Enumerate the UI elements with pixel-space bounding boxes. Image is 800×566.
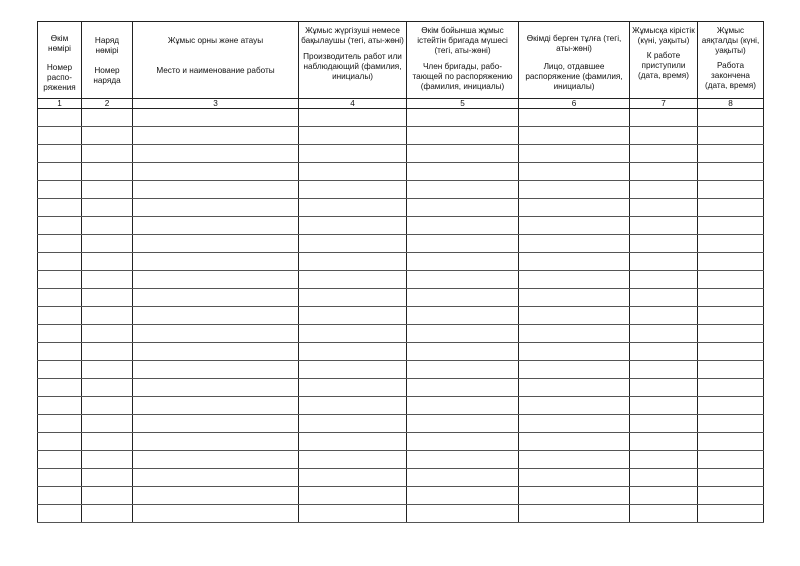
table-cell[interactable]	[630, 433, 698, 451]
table-row	[38, 253, 764, 271]
table-cell[interactable]	[38, 415, 82, 433]
table-cell[interactable]	[630, 343, 698, 361]
table-cell[interactable]	[519, 109, 630, 127]
table-cell[interactable]	[299, 145, 407, 163]
table-cell[interactable]	[407, 127, 519, 145]
table-cell[interactable]	[82, 181, 133, 199]
table-cell[interactable]	[407, 469, 519, 487]
table-cell[interactable]	[133, 361, 299, 379]
table-cell[interactable]	[407, 145, 519, 163]
col-label-kz: Наряд нөмірі	[94, 36, 120, 55]
table-cell[interactable]	[630, 289, 698, 307]
header-row	[38, 22, 764, 99]
table-cell[interactable]	[299, 307, 407, 325]
table-cell[interactable]	[38, 505, 82, 523]
table-cell[interactable]	[133, 343, 299, 361]
table-cell[interactable]	[698, 217, 764, 235]
table-cell[interactable]	[407, 199, 519, 217]
col-label-kz: Жұмысқа кірістік (күні, уақыты)	[632, 26, 695, 45]
table-row	[38, 343, 764, 361]
table-cell[interactable]	[519, 271, 630, 289]
table-cell[interactable]	[38, 487, 82, 505]
table-cell[interactable]	[299, 415, 407, 433]
table-cell[interactable]	[630, 361, 698, 379]
table-cell[interactable]	[82, 361, 133, 379]
table-row	[38, 271, 764, 289]
table-cell[interactable]	[407, 343, 519, 361]
table-cell[interactable]	[698, 271, 764, 289]
table-cell[interactable]	[630, 415, 698, 433]
table-cell[interactable]	[38, 433, 82, 451]
table-cell[interactable]	[519, 253, 630, 271]
table-cell[interactable]	[299, 343, 407, 361]
table-cell[interactable]	[299, 163, 407, 181]
table-cell[interactable]	[133, 181, 299, 199]
table-cell[interactable]	[82, 451, 133, 469]
table-cell[interactable]	[407, 505, 519, 523]
table-cell[interactable]	[630, 397, 698, 415]
journal-table	[37, 21, 764, 523]
col-header-work-manager	[299, 22, 407, 99]
table-cell[interactable]	[299, 487, 407, 505]
table-cell[interactable]	[698, 415, 764, 433]
table-cell[interactable]	[519, 307, 630, 325]
table-cell[interactable]	[82, 235, 133, 253]
table-cell[interactable]	[82, 145, 133, 163]
table-cell[interactable]	[698, 289, 764, 307]
table-cell[interactable]	[133, 163, 299, 181]
table-cell[interactable]	[630, 469, 698, 487]
col-label-ru: Место и наименование работы	[156, 66, 275, 75]
table-cell[interactable]	[133, 289, 299, 307]
table-row	[38, 379, 764, 397]
table-cell[interactable]	[519, 469, 630, 487]
table-cell[interactable]	[698, 109, 764, 127]
table-cell[interactable]	[698, 127, 764, 145]
table-cell[interactable]	[519, 181, 630, 199]
table-cell[interactable]	[407, 451, 519, 469]
table-cell[interactable]	[38, 181, 82, 199]
table-cell[interactable]	[133, 397, 299, 415]
table-cell[interactable]	[133, 469, 299, 487]
table-cell[interactable]	[82, 469, 133, 487]
table-cell[interactable]	[133, 433, 299, 451]
table-cell[interactable]	[519, 451, 630, 469]
table-cell[interactable]	[698, 343, 764, 361]
table-cell[interactable]	[630, 253, 698, 271]
table-cell[interactable]	[133, 271, 299, 289]
table-cell[interactable]	[82, 127, 133, 145]
col-header-work-place	[133, 22, 299, 99]
table-cell[interactable]	[299, 451, 407, 469]
table-row	[38, 415, 764, 433]
table-cell[interactable]	[38, 163, 82, 181]
table-cell[interactable]	[38, 379, 82, 397]
table-cell[interactable]	[38, 145, 82, 163]
col-header-order-issuer	[519, 22, 630, 99]
table-cell[interactable]	[299, 361, 407, 379]
col-label-kz: Өкім нөмірі	[48, 34, 71, 53]
col-label-kz: Өкімді берген тұлға (тегі, аты-жөні)	[526, 34, 622, 53]
table-cell[interactable]	[133, 505, 299, 523]
col-header-work-finished	[698, 22, 764, 99]
table-cell[interactable]	[82, 343, 133, 361]
table-row	[38, 235, 764, 253]
table-cell[interactable]	[407, 487, 519, 505]
table-cell[interactable]	[630, 271, 698, 289]
table-cell[interactable]	[82, 433, 133, 451]
table-cell[interactable]	[407, 235, 519, 253]
table-cell[interactable]	[133, 235, 299, 253]
table-cell[interactable]	[519, 415, 630, 433]
table-cell[interactable]	[698, 487, 764, 505]
table-cell[interactable]	[82, 289, 133, 307]
table-cell[interactable]	[82, 109, 133, 127]
table-cell[interactable]	[630, 163, 698, 181]
table-cell[interactable]	[38, 109, 82, 127]
table-cell[interactable]	[519, 163, 630, 181]
table-cell[interactable]	[82, 415, 133, 433]
table-cell[interactable]	[407, 289, 519, 307]
table-cell[interactable]	[698, 433, 764, 451]
table-cell[interactable]	[38, 343, 82, 361]
col-label-ru: Работа закончена (дата, время)	[705, 61, 756, 90]
table-cell[interactable]	[407, 379, 519, 397]
table-cell[interactable]	[630, 505, 698, 523]
table-cell[interactable]	[698, 379, 764, 397]
table-row	[38, 127, 764, 145]
table-cell[interactable]	[82, 253, 133, 271]
table-cell[interactable]	[38, 361, 82, 379]
table-cell[interactable]	[82, 271, 133, 289]
table-cell[interactable]	[698, 199, 764, 217]
table-cell[interactable]	[82, 307, 133, 325]
table-row	[38, 433, 764, 451]
table-cell[interactable]	[519, 343, 630, 361]
col-header-permit-number	[82, 22, 133, 99]
table-cell[interactable]	[299, 325, 407, 343]
table-cell[interactable]	[38, 271, 82, 289]
col-number: 3	[133, 99, 299, 109]
table-cell[interactable]	[133, 127, 299, 145]
table-cell[interactable]	[519, 217, 630, 235]
col-label-ru: Номер наряда	[93, 66, 121, 85]
table-cell[interactable]	[133, 379, 299, 397]
table-cell[interactable]	[698, 469, 764, 487]
table-cell[interactable]	[519, 397, 630, 415]
table-cell[interactable]	[299, 271, 407, 289]
table-cell[interactable]	[299, 253, 407, 271]
table-cell[interactable]	[82, 163, 133, 181]
table-cell[interactable]	[630, 127, 698, 145]
col-label-ru: Производитель работ или наблюдающий (фамилия, инициалы)	[303, 52, 402, 81]
table-cell[interactable]	[299, 379, 407, 397]
table-cell[interactable]	[299, 505, 407, 523]
table-cell[interactable]	[407, 109, 519, 127]
table-cell[interactable]	[82, 217, 133, 235]
table-cell[interactable]	[519, 145, 630, 163]
journal-sheet	[37, 21, 763, 539]
table-cell[interactable]	[698, 451, 764, 469]
journal-body	[38, 109, 764, 523]
table-cell[interactable]	[630, 379, 698, 397]
table-cell[interactable]	[630, 199, 698, 217]
table-cell[interactable]	[519, 487, 630, 505]
col-number: 6	[519, 99, 630, 109]
col-label-ru: Лицо, отдавшее распоряжение (фамилия, инициалы)	[525, 62, 623, 91]
table-cell[interactable]	[698, 235, 764, 253]
table-cell[interactable]	[133, 325, 299, 343]
table-cell[interactable]	[407, 217, 519, 235]
col-number: 5	[407, 99, 519, 109]
table-row	[38, 289, 764, 307]
table-row	[38, 109, 764, 127]
table-cell[interactable]	[698, 505, 764, 523]
table-cell[interactable]	[133, 199, 299, 217]
table-cell[interactable]	[630, 307, 698, 325]
table-row	[38, 307, 764, 325]
table-cell[interactable]	[519, 127, 630, 145]
table-cell[interactable]	[519, 325, 630, 343]
col-number: 1	[38, 99, 82, 109]
table-cell[interactable]	[38, 217, 82, 235]
table-cell[interactable]	[299, 109, 407, 127]
table-cell[interactable]	[519, 199, 630, 217]
table-cell[interactable]	[519, 235, 630, 253]
table-row	[38, 217, 764, 235]
table-cell[interactable]	[133, 487, 299, 505]
table-cell[interactable]	[133, 415, 299, 433]
table-cell[interactable]	[630, 181, 698, 199]
table-cell[interactable]	[407, 325, 519, 343]
table-cell[interactable]	[133, 451, 299, 469]
table-row	[38, 199, 764, 217]
table-cell[interactable]	[519, 289, 630, 307]
table-cell[interactable]	[519, 361, 630, 379]
table-cell[interactable]	[698, 181, 764, 199]
table-cell[interactable]	[133, 145, 299, 163]
col-number: 8	[698, 99, 764, 109]
table-cell[interactable]	[630, 451, 698, 469]
table-cell[interactable]	[299, 397, 407, 415]
table-cell[interactable]	[299, 127, 407, 145]
table-cell[interactable]	[38, 307, 82, 325]
col-header-brigade-member	[407, 22, 519, 99]
col-number: 2	[82, 99, 133, 109]
table-cell[interactable]	[698, 307, 764, 325]
table-cell[interactable]	[407, 307, 519, 325]
table-cell[interactable]	[299, 433, 407, 451]
table-cell[interactable]	[299, 181, 407, 199]
table-cell[interactable]	[407, 181, 519, 199]
col-label-kz: Жұмыс орны және атауы	[167, 36, 264, 45]
table-cell[interactable]	[407, 433, 519, 451]
table-cell[interactable]	[82, 325, 133, 343]
table-cell[interactable]	[407, 253, 519, 271]
col-label-ru: Номер распо-ряжения	[43, 63, 76, 92]
table-cell[interactable]	[38, 235, 82, 253]
table-row	[38, 487, 764, 505]
table-cell[interactable]	[299, 469, 407, 487]
table-cell[interactable]	[82, 397, 133, 415]
col-number: 4	[299, 99, 407, 109]
table-cell[interactable]	[82, 199, 133, 217]
col-number: 7	[630, 99, 698, 109]
col-label-kz: Өкім бойынша жұмыс істейтін бригада мүшесі (тегі, аты-жөні)	[417, 26, 508, 55]
table-cell[interactable]	[519, 505, 630, 523]
table-cell[interactable]	[698, 325, 764, 343]
table-cell[interactable]	[133, 217, 299, 235]
table-cell[interactable]	[519, 379, 630, 397]
table-cell[interactable]	[38, 289, 82, 307]
table-cell[interactable]	[519, 433, 630, 451]
table-row	[38, 145, 764, 163]
table-cell[interactable]	[38, 397, 82, 415]
table-cell[interactable]	[82, 487, 133, 505]
table-cell[interactable]	[630, 145, 698, 163]
table-cell[interactable]	[630, 217, 698, 235]
table-cell[interactable]	[133, 307, 299, 325]
table-row	[38, 181, 764, 199]
table-cell[interactable]	[407, 397, 519, 415]
table-row	[38, 469, 764, 487]
table-row	[38, 451, 764, 469]
table-cell[interactable]	[698, 397, 764, 415]
table-row	[38, 505, 764, 523]
col-label-ru: К работе приступили (дата, время)	[638, 51, 689, 80]
table-cell[interactable]	[82, 379, 133, 397]
table-row	[38, 397, 764, 415]
table-cell[interactable]	[38, 469, 82, 487]
table-cell[interactable]	[38, 199, 82, 217]
table-cell[interactable]	[299, 217, 407, 235]
column-number-row	[38, 99, 764, 109]
table-cell[interactable]	[630, 487, 698, 505]
table-cell[interactable]	[630, 325, 698, 343]
col-label-kz: Жұмыс жүргізуші немесе бақылаушы (тегі, аты-жөні)	[301, 26, 404, 45]
table-cell[interactable]	[133, 253, 299, 271]
table-row	[38, 361, 764, 379]
table-cell[interactable]	[630, 109, 698, 127]
table-cell[interactable]	[698, 361, 764, 379]
table-cell[interactable]	[299, 199, 407, 217]
table-cell[interactable]	[38, 127, 82, 145]
table-cell[interactable]	[698, 163, 764, 181]
col-header-work-started	[630, 22, 698, 99]
col-label-ru: Член бригады, рабо-тающей по распоряжению (фамилия, инициалы)	[412, 62, 513, 91]
table-cell[interactable]	[407, 271, 519, 289]
table-cell[interactable]	[133, 109, 299, 127]
table-cell[interactable]	[38, 253, 82, 271]
table-row	[38, 325, 764, 343]
table-cell[interactable]	[38, 325, 82, 343]
table-cell[interactable]	[630, 235, 698, 253]
table-cell[interactable]	[299, 289, 407, 307]
table-cell[interactable]	[698, 145, 764, 163]
table-cell[interactable]	[407, 163, 519, 181]
table-cell[interactable]	[82, 505, 133, 523]
table-cell[interactable]	[38, 451, 82, 469]
table-cell[interactable]	[698, 253, 764, 271]
table-cell[interactable]	[299, 235, 407, 253]
table-cell[interactable]	[407, 415, 519, 433]
table-row	[38, 163, 764, 181]
table-cell[interactable]	[407, 361, 519, 379]
col-header-order-number	[38, 22, 82, 99]
col-label-kz: Жұмыс аяқталды (күні, уақыты)	[701, 26, 760, 55]
